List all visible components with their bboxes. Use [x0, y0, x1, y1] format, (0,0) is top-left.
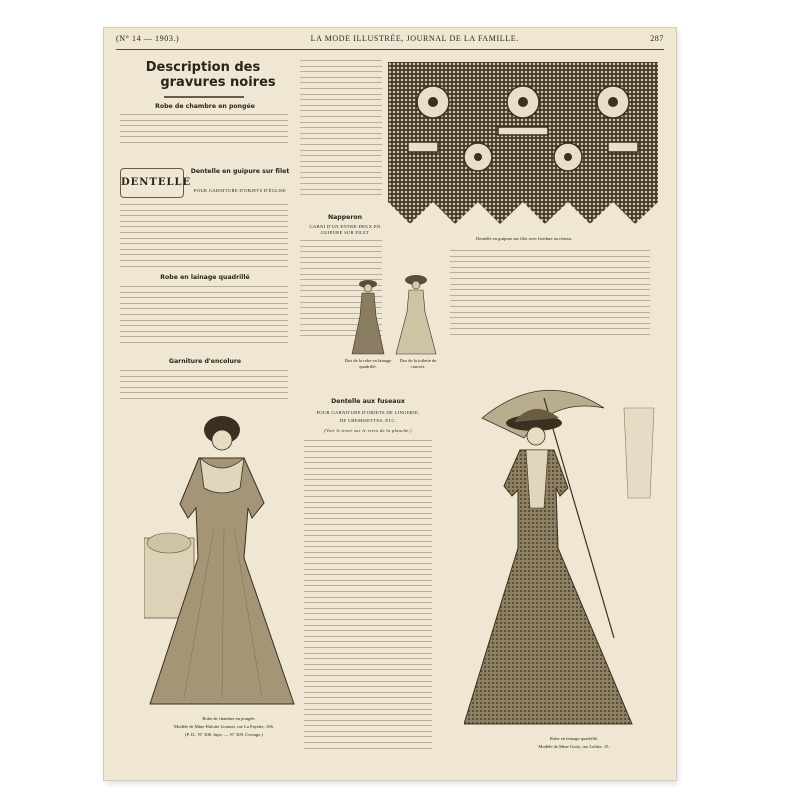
journal-title: LA MODE ILLUSTRÉE, JOURNAL DE LA FAMILLE. — [310, 34, 519, 43]
newspaper-page — [104, 28, 676, 780]
dentelle-heading: Dentelle en guipure sur filet — [190, 168, 290, 175]
robe-lainage-heading: Robe en lainage quadrillé — [160, 274, 250, 281]
bottom-right-caption-title: Robe en lainage quadrillé. — [549, 736, 599, 741]
small-dress-figure-right — [394, 272, 438, 356]
small-dress-figure-left — [350, 276, 386, 356]
robe-chambre-heading: Robe de chambre en pongée — [155, 103, 255, 110]
lace-caption: Dentelle en guipure sur filet avec bordure au réseau. — [475, 236, 573, 241]
dentelle-logo — [120, 168, 192, 198]
dentelle-logo-text: DENTELLE — [121, 177, 192, 188]
issue-number: (N° 14 — 1903.) — [116, 34, 180, 43]
fuseaux-subheading-2: DE CHEMISETTES, ETC. — [339, 418, 397, 423]
small-caption-left: Dos de la robe en lainage quadrillé. — [344, 358, 392, 369]
robe-chambre-text — [120, 114, 288, 148]
robe-lainage-text — [120, 286, 288, 348]
bottom-right-caption-model: Modèle de Mme Gotty, rue Lafitte, 15. — [538, 744, 610, 749]
napperon-heading: Napperon — [327, 214, 363, 221]
napperon-subheading: GARNI D'UN ENTRE-DEUX EN GUIPURE SUR FILET — [309, 224, 381, 235]
title-ornament — [164, 96, 244, 98]
bottom-left-caption-ref: (P. D., N° 308. Jupe. — N° 309. Corsage.) — [185, 732, 263, 737]
lace-illustration — [388, 62, 658, 232]
garniture-text — [120, 370, 288, 404]
fuseaux-subheading-1: POUR GARNITURE D'OBJETS DE LINGERIE, — [316, 410, 420, 415]
small-caption-right: Dos de la toilette de concert. — [399, 358, 437, 369]
middle-column-text — [300, 60, 382, 200]
dentelle-subheading: POUR GARNITURE D'OBJETS D'ÉGLISE — [193, 188, 287, 193]
fuseaux-heading: Dentelle aux fuseaux — [331, 398, 405, 405]
title-line-1: Description des — [145, 60, 261, 75]
robe-lainage-figure — [464, 378, 664, 728]
page-header — [116, 34, 664, 48]
fuseaux-note: (Voir le tracé sur le recto de la planche.) — [324, 428, 412, 433]
dentelle-text — [120, 204, 288, 271]
title-line-2: gravures noires — [160, 75, 276, 90]
garniture-heading: Garniture d'encolure — [168, 358, 242, 365]
right-column-text — [450, 250, 650, 340]
robe-de-chambre-figure — [144, 408, 304, 708]
page-number: 287 — [650, 34, 664, 43]
fuseaux-text — [304, 440, 432, 753]
bottom-left-caption-model: Modèle de Mme Hulotte Lionnet, rue La Fayette, 106. — [174, 724, 274, 729]
bottom-left-caption-title: Robe de chambre en pongée. — [202, 716, 256, 721]
section-title — [118, 60, 288, 90]
header-rule — [116, 49, 664, 50]
